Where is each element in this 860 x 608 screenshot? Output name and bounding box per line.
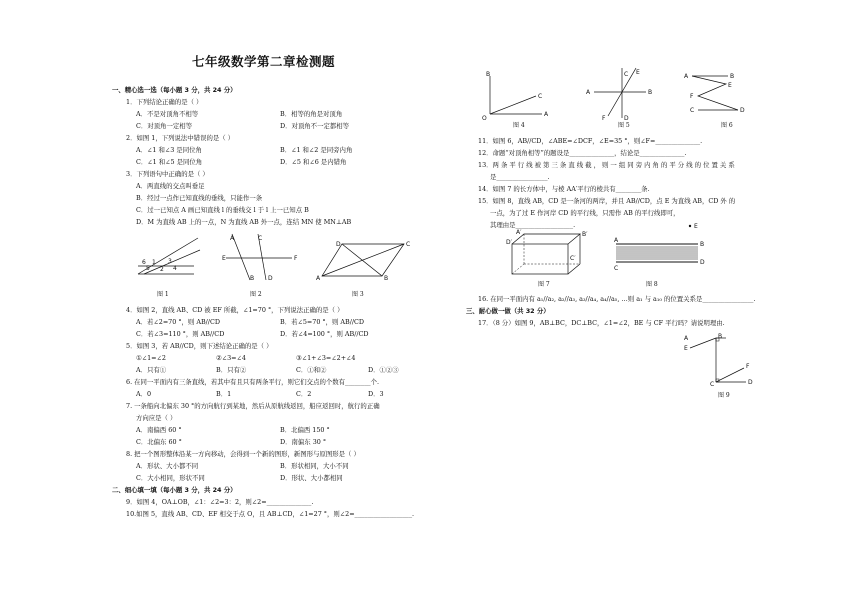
figure-4-caption: 图 4 — [513, 122, 525, 129]
label-C: C — [624, 71, 629, 78]
label-A: A — [684, 73, 689, 80]
label-3: 3 — [168, 258, 172, 265]
text-line: C．对顶角一定相等 — [136, 122, 193, 130]
label-2: 2 — [160, 266, 164, 273]
label-B: B — [648, 89, 653, 96]
figure-3 — [316, 240, 411, 282]
text-line: B．∠1 和∠2 是同旁内角 — [280, 146, 353, 154]
text-line: D．M 为直线 AB 上的一点，N 为直线 AB 外一点，连结 MN 使 MN⊥AB — [136, 218, 352, 226]
text-line: 16. 在同一平面内有 a₁//a₂, a₂//a₃, a₃//a₄, a₄//a₅, …则 a₁ 与 a₁₀ 的位置关系是________________. — [478, 295, 756, 303]
text-line: B．只有② — [216, 366, 247, 374]
page-title: 七年级数学第二章检测题 — [192, 54, 336, 69]
label-E: E — [684, 345, 688, 352]
figure-1-caption: 图 1 — [157, 291, 169, 298]
figure-1 — [138, 230, 200, 280]
figure-6-caption: 图 6 — [721, 122, 733, 129]
label-B: B — [730, 73, 735, 80]
figure-5 — [586, 68, 653, 122]
label-D: D — [336, 241, 341, 248]
text-line: A．两直线的交点叫垂足 — [136, 182, 205, 190]
text-line: A．南偏西 60 ° — [136, 426, 182, 434]
label-A: A — [586, 89, 591, 96]
label-E: E — [728, 82, 732, 89]
label-A: A — [316, 275, 321, 282]
label-C: C — [710, 381, 715, 388]
text-line: A．∠1 和∠3 是同位角 — [136, 146, 202, 154]
label-D: D — [624, 115, 629, 122]
figure-7 — [506, 229, 588, 276]
section-heading: 二、细心填一填（每小题 3 分，共 24 分） — [112, 486, 237, 494]
text-line: B．相等的角是对顶角 — [280, 110, 343, 118]
label-B1: B′ — [582, 231, 588, 238]
figure-4 — [482, 71, 549, 122]
text-line: C．2 — [296, 390, 312, 398]
text-line: 8. 把一个图形整体沿某一方向移动，会得到一个新的图形，新图形与原图形是（ ） — [126, 450, 360, 458]
text-line: 10.如图 5，直线 AB、CD、EF 相交于点 O，且 AB⊥CD，∠1=27 °，则∠2=__________________. — [126, 510, 415, 518]
label-F: F — [294, 255, 298, 262]
text-line: 9．如图 4，OA⊥OB，∠1：∠2=3：2，则∠2=______________. — [126, 498, 314, 506]
text-line: 一点，为了过 E 作河岸 CD 的平行线，只需作 AB 的平行线即可， — [490, 209, 680, 217]
figure-9-caption: 图 9 — [718, 392, 730, 399]
label-B: B — [486, 71, 491, 78]
text-line: ③∠1+∠3=∠2+∠4 — [296, 354, 356, 362]
text-line: A．0 — [136, 390, 152, 398]
text-line: 3．下列语句中正确的是（ ） — [126, 170, 209, 178]
label-E: E — [694, 223, 698, 230]
label-C: C — [690, 107, 695, 114]
text-line: C．∠1 和∠5 是同位角 — [136, 158, 203, 166]
text-line: B．1 — [216, 390, 232, 398]
text-line: 6. 在同一平面内有三条直线，若其中有且只有两条平行，则它们交点的个数有________个. — [126, 378, 380, 386]
text-line: B．北偏西 150 ° — [280, 426, 330, 434]
text-line: C．大小相同，形状不同 — [136, 474, 205, 482]
text-line: D．若∠4=100 °，则 AB//CD — [280, 330, 369, 338]
text-line: D．南偏东 30 ° — [280, 438, 327, 446]
label-D: D — [700, 259, 705, 266]
text-line: A．若∠2=70 °，则 AB//CD — [136, 318, 220, 326]
text-line: D．对顶角不一定都相等 — [280, 122, 350, 130]
text-line: B．经过一点作已知直线的垂线，只能作一条 — [136, 194, 263, 202]
section-heading: 三、耐心做一做（共 32 分） — [466, 307, 550, 315]
text-line: D．∠5 和∠6 是内错角 — [280, 158, 347, 166]
text-line: 14．如图 7 的长方体中，与棱 AA′平行的棱共有________条. — [478, 185, 650, 193]
text-line: 4．如图 2，直线 AB、CD 被 EF 所截，∠1=70 °，下列说法正确的是（ ） — [126, 306, 344, 314]
text-line: B．若∠5=70 °，则 AB//CD — [280, 318, 365, 326]
label-A: A — [684, 335, 689, 342]
label-E: E — [222, 255, 226, 262]
text-line: 是________________. — [490, 173, 550, 181]
label-A1: A′ — [516, 229, 522, 236]
text-line: ①∠1=∠2 — [136, 354, 166, 362]
text-line: 13．两 条 平 行 线 被 第 三 条 直 线 截 ， 则 一 组 同 旁 内 角 的 平 分 线 的 位 置 关 系 — [478, 161, 735, 169]
label-E: E — [636, 69, 640, 76]
label-D: D — [268, 275, 273, 282]
label-B: B — [718, 333, 723, 340]
label-A: A — [230, 235, 235, 242]
text-line: A．只有① — [136, 366, 167, 374]
text-line: A．不是对顶角不相等 — [136, 110, 199, 118]
figure-2 — [222, 232, 298, 282]
label-C: C — [258, 235, 263, 242]
label-C1: C′ — [570, 255, 576, 262]
text-line: A．形状、大小都不同 — [136, 462, 199, 470]
label-B: B — [384, 275, 389, 282]
text-line: 11．如图 6，AB//CD，∠ABE=∠DCF，∠E=35 °，则∠F=______________. — [478, 137, 703, 145]
text-line: 2．如图 1，下列说法中错误的是（ ） — [126, 134, 235, 142]
label-A: A — [614, 237, 619, 244]
figure-9 — [684, 333, 753, 388]
label-A: A — [544, 111, 549, 118]
text-line: D．形状、大小都相同 — [280, 474, 343, 482]
text-line: C．北偏东 60 ° — [136, 438, 182, 446]
figure-8-caption: 图 8 — [646, 281, 658, 288]
label-D1: D′ — [506, 239, 512, 246]
text-line: 12．命题“对顶角相等”的题设是______________，结论是______________. — [478, 149, 687, 157]
figure-5-caption: 图 5 — [618, 122, 630, 129]
text-line: 其理由是__________________. — [490, 221, 576, 229]
text-line: C．若∠3=110 °，则 AB//CD — [136, 330, 225, 338]
label-O: O — [482, 115, 487, 122]
text-line: ②∠3=∠4 — [216, 354, 246, 362]
label-D: D — [748, 379, 753, 386]
label-6: 6 — [142, 259, 146, 266]
section-heading: 一、精心选一选（每小题 3 分，共 24 分） — [112, 86, 237, 94]
text-line: 5．如图 3，若 AB//CD，则下述结论正确的是（ ） — [126, 342, 273, 350]
label-5: 5 — [146, 265, 150, 272]
text-line: 7. 一条船向北偏东 30 °的方向航行到某地，然后从原航线返回，船应返回时，航行的正确 — [126, 402, 380, 410]
label-B: B — [700, 241, 705, 248]
figure-7-caption: 图 7 — [538, 281, 550, 288]
text-line: D．①②③ — [368, 366, 399, 374]
text-line: 17．（8 分）如图 9，AB⊥BC，DC⊥BC，∠1=∠2，BE 与 CF 平行吗？请说明理由. — [478, 319, 725, 327]
figure-3-caption: 图 3 — [352, 291, 364, 298]
label-F: F — [602, 115, 606, 122]
text-line: C．过一已知点 A 画已知直线 l 的垂线交 l 于 l 上一已知点 B — [136, 206, 309, 214]
label-C: C — [538, 93, 543, 100]
label-D: D — [740, 107, 745, 114]
label-F: F — [746, 363, 750, 370]
label-C: C — [406, 241, 411, 248]
label-4: 4 — [173, 265, 177, 272]
text-line: 方向应是（ ） — [136, 414, 177, 422]
figure-6 — [684, 72, 745, 114]
label-F: F — [690, 93, 694, 100]
label-1: 1 — [152, 259, 156, 266]
text-line: C．①和② — [296, 366, 327, 374]
text-line: 1．下列结论正确的是（ ） — [126, 98, 203, 106]
figure-8 — [612, 224, 708, 276]
text-line: B．形状相同，大小不同 — [280, 462, 349, 470]
label-C: C — [614, 265, 619, 272]
figure-2-caption: 图 2 — [250, 291, 262, 298]
text-line: 15．如图 8，直线 AB，CD 是一条河的两岸，并且 AB//CD，点 E 为直线 AB，CD 外 的 — [478, 197, 736, 205]
label-B: B — [250, 275, 255, 282]
text-line: D．3 — [368, 390, 384, 398]
